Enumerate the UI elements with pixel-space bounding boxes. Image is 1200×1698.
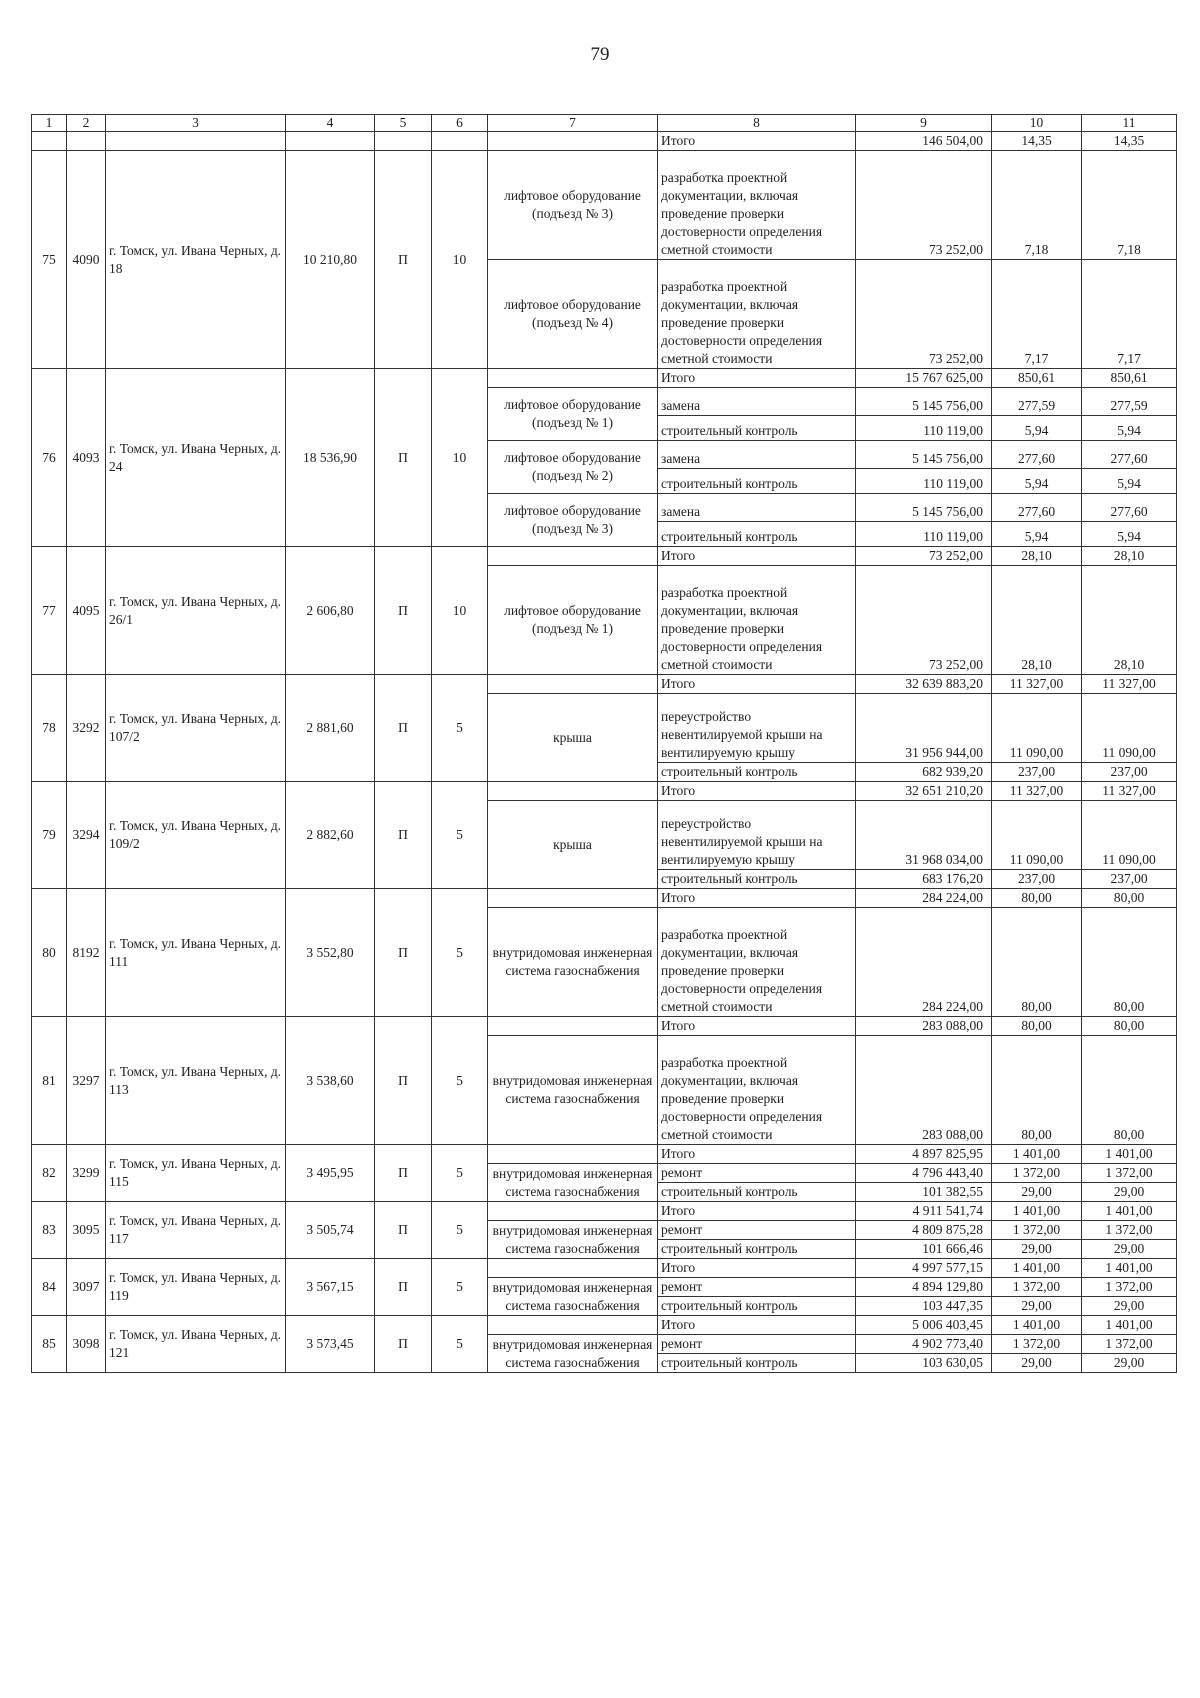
total-cost-limit: 1 401,00 (1082, 1145, 1177, 1164)
work-cost-per-sqm: 277,60 (992, 494, 1082, 522)
building-address: г. Томск, ул. Ивана Черных, д. 109/2 (106, 782, 286, 889)
work-type: строительный контроль (658, 469, 856, 494)
work-cost-limit: 7,17 (1082, 260, 1177, 369)
total-label: Итого (658, 1259, 856, 1278)
work-cost-per-sqm: 1 372,00 (992, 1278, 1082, 1297)
blank-cell (488, 1145, 658, 1164)
work-type: переустройство невентилируемой крыши на вентилируемую крышу (658, 801, 856, 870)
total-cost-per-sqm: 11 327,00 (992, 782, 1082, 801)
building-area: 3 538,60 (286, 1017, 375, 1145)
row-number: 83 (32, 1202, 67, 1259)
wall-type: П (375, 782, 432, 889)
work-cost: 4 809 875,28 (856, 1221, 992, 1240)
wall-type: П (375, 1145, 432, 1202)
total-cost-limit: 11 327,00 (1082, 675, 1177, 694)
total-cost-limit: 11 327,00 (1082, 782, 1177, 801)
column-number: 11 (1082, 115, 1177, 132)
floor-count: 5 (432, 1145, 488, 1202)
table-body (32, 115, 1177, 1373)
work-cost: 73 252,00 (856, 260, 992, 369)
work-type: ремонт (658, 1278, 856, 1297)
total-cost-per-sqm: 14,35 (992, 132, 1082, 151)
work-type: разработка проектной документации, включая проведение проверки достоверности определения сметной стоимости (658, 1036, 856, 1145)
building-area: 18 536,90 (286, 369, 375, 547)
total-cost: 32 651 210,20 (856, 782, 992, 801)
building-code: 3097 (67, 1259, 106, 1316)
work-cost-limit: 1 372,00 (1082, 1221, 1177, 1240)
total-cost-limit: 80,00 (1082, 1017, 1177, 1036)
work-cost: 101 666,46 (856, 1240, 992, 1259)
structural-element: лифтовое оборудование (подъезд № 1) (488, 566, 658, 675)
total-label: Итого (658, 1145, 856, 1164)
total-cost-limit: 28,10 (1082, 547, 1177, 566)
total-cost: 284 224,00 (856, 889, 992, 908)
work-cost-limit: 5,94 (1082, 416, 1177, 441)
total-cost-per-sqm: 1 401,00 (992, 1145, 1082, 1164)
total-cost-per-sqm: 1 401,00 (992, 1259, 1082, 1278)
work-cost: 682 939,20 (856, 763, 992, 782)
total-cost-limit: 1 401,00 (1082, 1259, 1177, 1278)
work-cost: 73 252,00 (856, 151, 992, 260)
building-row (32, 151, 1177, 260)
work-cost-per-sqm: 1 372,00 (992, 1335, 1082, 1354)
work-cost-limit: 277,60 (1082, 494, 1177, 522)
work-cost: 5 145 756,00 (856, 388, 992, 416)
building-address: г. Томск, ул. Ивана Черных, д. 113 (106, 1017, 286, 1145)
building-address: г. Томск, ул. Ивана Черных, д. 18 (106, 151, 286, 369)
total-label: Итого (658, 1316, 856, 1335)
building-area: 3 495,95 (286, 1145, 375, 1202)
work-type: замена (658, 494, 856, 522)
work-cost: 73 252,00 (856, 566, 992, 675)
building-row (32, 547, 1177, 566)
total-cost-limit: 850,61 (1082, 369, 1177, 388)
work-cost-per-sqm: 29,00 (992, 1240, 1082, 1259)
building-row (32, 782, 1177, 801)
work-cost: 4 796 443,40 (856, 1164, 992, 1183)
building-code: 4093 (67, 369, 106, 547)
blank-cell (488, 1316, 658, 1335)
structural-element: внутридомовая инженерная система газоснабжения (488, 908, 658, 1017)
floor-count: 5 (432, 675, 488, 782)
building-area: 2 606,80 (286, 547, 375, 675)
work-cost-per-sqm: 1 372,00 (992, 1221, 1082, 1240)
total-cost: 5 006 403,45 (856, 1316, 992, 1335)
floor-count: 10 (432, 151, 488, 369)
work-cost-limit: 80,00 (1082, 1036, 1177, 1145)
work-cost-per-sqm: 277,59 (992, 388, 1082, 416)
building-area: 2 882,60 (286, 782, 375, 889)
building-code: 3292 (67, 675, 106, 782)
total-label: Итого (658, 132, 856, 151)
blank-cell (488, 1259, 658, 1278)
building-code: 3095 (67, 1202, 106, 1259)
work-cost-per-sqm: 28,10 (992, 566, 1082, 675)
total-cost: 4 897 825,95 (856, 1145, 992, 1164)
blank-cell (375, 132, 432, 151)
total-label: Итого (658, 889, 856, 908)
column-number: 8 (658, 115, 856, 132)
work-cost-limit: 80,00 (1082, 908, 1177, 1017)
row-number: 79 (32, 782, 67, 889)
floor-count: 5 (432, 1202, 488, 1259)
wall-type: П (375, 151, 432, 369)
work-type: замена (658, 441, 856, 469)
building-row (32, 1202, 1177, 1221)
blank-cell (32, 132, 67, 151)
work-cost: 110 119,00 (856, 416, 992, 441)
wall-type: П (375, 1202, 432, 1259)
work-cost-limit: 237,00 (1082, 763, 1177, 782)
floor-count: 10 (432, 369, 488, 547)
work-cost: 103 630,05 (856, 1354, 992, 1373)
total-label: Итого (658, 1017, 856, 1036)
work-cost-limit: 277,59 (1082, 388, 1177, 416)
column-number: 10 (992, 115, 1082, 132)
floor-count: 5 (432, 1259, 488, 1316)
blank-cell (488, 369, 658, 388)
building-code: 3297 (67, 1017, 106, 1145)
work-type: строительный контроль (658, 522, 856, 547)
work-cost-limit: 277,60 (1082, 441, 1177, 469)
work-cost-limit: 28,10 (1082, 566, 1177, 675)
work-cost-per-sqm: 5,94 (992, 416, 1082, 441)
wall-type: П (375, 547, 432, 675)
column-number: 7 (488, 115, 658, 132)
row-number: 85 (32, 1316, 67, 1373)
total-label: Итого (658, 547, 856, 566)
floor-count: 5 (432, 1316, 488, 1373)
floor-count: 10 (432, 547, 488, 675)
building-code: 3294 (67, 782, 106, 889)
total-cost-per-sqm: 850,61 (992, 369, 1082, 388)
work-cost-limit: 29,00 (1082, 1354, 1177, 1373)
structural-element: внутридомовая инженерная система газоснабжения (488, 1221, 658, 1259)
work-cost: 683 176,20 (856, 870, 992, 889)
total-cost-limit: 1 401,00 (1082, 1202, 1177, 1221)
building-address: г. Томск, ул. Ивана Черных, д. 121 (106, 1316, 286, 1373)
total-cost: 4 911 541,74 (856, 1202, 992, 1221)
work-cost: 101 382,55 (856, 1183, 992, 1202)
blank-cell (286, 132, 375, 151)
work-cost-per-sqm: 277,60 (992, 441, 1082, 469)
row-number: 82 (32, 1145, 67, 1202)
row-number: 84 (32, 1259, 67, 1316)
blank-cell (488, 1202, 658, 1221)
building-area: 3 552,80 (286, 889, 375, 1017)
building-code: 4095 (67, 547, 106, 675)
total-cost: 73 252,00 (856, 547, 992, 566)
total-cost-per-sqm: 80,00 (992, 1017, 1082, 1036)
total-cost-per-sqm: 11 327,00 (992, 675, 1082, 694)
building-area: 10 210,80 (286, 151, 375, 369)
building-address: г. Томск, ул. Ивана Черных, д. 24 (106, 369, 286, 547)
total-cost: 32 639 883,20 (856, 675, 992, 694)
structural-element: внутридомовая инженерная система газоснабжения (488, 1164, 658, 1202)
column-number: 3 (106, 115, 286, 132)
column-number: 1 (32, 115, 67, 132)
floor-count: 5 (432, 782, 488, 889)
row-number: 77 (32, 547, 67, 675)
work-cost-per-sqm: 7,17 (992, 260, 1082, 369)
blank-cell (432, 132, 488, 151)
structural-element: внутридомовая инженерная система газоснабжения (488, 1278, 658, 1316)
total-cost-per-sqm: 80,00 (992, 889, 1082, 908)
work-type: разработка проектной документации, включая проведение проверки достоверности определения сметной стоимости (658, 151, 856, 260)
blank-cell (67, 132, 106, 151)
row-number: 75 (32, 151, 67, 369)
work-cost-per-sqm: 11 090,00 (992, 694, 1082, 763)
total-cost-per-sqm: 1 401,00 (992, 1316, 1082, 1335)
column-number: 5 (375, 115, 432, 132)
work-cost: 283 088,00 (856, 1036, 992, 1145)
building-code: 8192 (67, 889, 106, 1017)
building-row (32, 369, 1177, 388)
work-cost-per-sqm: 7,18 (992, 151, 1082, 260)
building-address: г. Томск, ул. Ивана Черных, д. 26/1 (106, 547, 286, 675)
structural-element: лифтовое оборудование (подъезд № 3) (488, 494, 658, 547)
total-cost: 15 767 625,00 (856, 369, 992, 388)
work-cost-limit: 29,00 (1082, 1240, 1177, 1259)
blank-cell (488, 675, 658, 694)
wall-type: П (375, 369, 432, 547)
blank-cell (488, 1017, 658, 1036)
work-cost: 103 447,35 (856, 1297, 992, 1316)
work-cost-per-sqm: 1 372,00 (992, 1164, 1082, 1183)
blank-cell (488, 782, 658, 801)
row-number: 81 (32, 1017, 67, 1145)
blank-cell (488, 547, 658, 566)
row-number: 78 (32, 675, 67, 782)
work-type: разработка проектной документации, включая проведение проверки достоверности определения сметной стоимости (658, 908, 856, 1017)
building-row (32, 675, 1177, 694)
total-label: Итого (658, 369, 856, 388)
work-cost-limit: 1 372,00 (1082, 1164, 1177, 1183)
building-area: 3 573,45 (286, 1316, 375, 1373)
work-cost-limit: 7,18 (1082, 151, 1177, 260)
work-cost: 5 145 756,00 (856, 494, 992, 522)
wall-type: П (375, 889, 432, 1017)
total-cost-limit: 80,00 (1082, 889, 1177, 908)
work-cost-per-sqm: 11 090,00 (992, 801, 1082, 870)
structural-element: крыша (488, 801, 658, 889)
work-type: разработка проектной документации, включая проведение проверки достоверности определения сметной стоимости (658, 566, 856, 675)
total-cost-limit: 1 401,00 (1082, 1316, 1177, 1335)
work-cost: 5 145 756,00 (856, 441, 992, 469)
structural-element: лифтовое оборудование (подъезд № 2) (488, 441, 658, 494)
building-row (32, 889, 1177, 908)
work-type: строительный контроль (658, 1297, 856, 1316)
wall-type: П (375, 1017, 432, 1145)
building-address: г. Томск, ул. Ивана Черных, д. 115 (106, 1145, 286, 1202)
building-row (32, 1017, 1177, 1036)
work-cost-per-sqm: 29,00 (992, 1297, 1082, 1316)
total-cost: 4 997 577,15 (856, 1259, 992, 1278)
work-type: ремонт (658, 1164, 856, 1183)
work-cost: 284 224,00 (856, 908, 992, 1017)
page-number: 79 (590, 44, 610, 65)
work-type: строительный контроль (658, 416, 856, 441)
work-type: строительный контроль (658, 1240, 856, 1259)
building-area: 3 505,74 (286, 1202, 375, 1259)
building-code: 4090 (67, 151, 106, 369)
row-number: 80 (32, 889, 67, 1017)
work-cost-limit: 237,00 (1082, 870, 1177, 889)
blank-cell (106, 132, 286, 151)
work-cost-per-sqm: 80,00 (992, 1036, 1082, 1145)
total-cost-limit: 14,35 (1082, 132, 1177, 151)
column-number: 2 (67, 115, 106, 132)
work-cost-limit: 1 372,00 (1082, 1335, 1177, 1354)
work-cost: 4 894 129,80 (856, 1278, 992, 1297)
work-cost-limit: 11 090,00 (1082, 801, 1177, 870)
blank-cell (488, 889, 658, 908)
work-cost: 31 968 034,00 (856, 801, 992, 870)
work-type: переустройство невентилируемой крыши на вентилируемую крышу (658, 694, 856, 763)
work-cost-limit: 29,00 (1082, 1297, 1177, 1316)
work-cost-per-sqm: 237,00 (992, 870, 1082, 889)
work-cost: 4 902 773,40 (856, 1335, 992, 1354)
total-cost: 283 088,00 (856, 1017, 992, 1036)
work-cost-per-sqm: 29,00 (992, 1354, 1082, 1373)
work-cost-limit: 29,00 (1082, 1183, 1177, 1202)
wall-type: П (375, 675, 432, 782)
work-type: разработка проектной документации, включая проведение проверки достоверности определения сметной стоимости (658, 260, 856, 369)
total-label: Итого (658, 675, 856, 694)
total-cost-per-sqm: 28,10 (992, 547, 1082, 566)
column-number: 6 (432, 115, 488, 132)
total-cost: 146 504,00 (856, 132, 992, 151)
work-cost-limit: 5,94 (1082, 522, 1177, 547)
total-cost-per-sqm: 1 401,00 (992, 1202, 1082, 1221)
structural-element: внутридомовая инженерная система газоснабжения (488, 1335, 658, 1373)
work-type: строительный контроль (658, 1354, 856, 1373)
column-number: 4 (286, 115, 375, 132)
structural-element: лифтовое оборудование (подъезд № 3) (488, 151, 658, 260)
work-cost: 110 119,00 (856, 522, 992, 547)
building-row (32, 1316, 1177, 1335)
floor-count: 5 (432, 889, 488, 1017)
wall-type: П (375, 1259, 432, 1316)
building-area: 3 567,15 (286, 1259, 375, 1316)
work-cost-limit: 1 372,00 (1082, 1278, 1177, 1297)
building-row (32, 1259, 1177, 1278)
work-type: строительный контроль (658, 763, 856, 782)
column-number-header (32, 115, 1177, 132)
work-type: ремонт (658, 1335, 856, 1354)
work-cost: 110 119,00 (856, 469, 992, 494)
structural-element: крыша (488, 694, 658, 782)
work-cost-per-sqm: 5,94 (992, 469, 1082, 494)
work-type: строительный контроль (658, 1183, 856, 1202)
building-code: 3299 (67, 1145, 106, 1202)
building-area: 2 881,60 (286, 675, 375, 782)
total-label: Итого (658, 782, 856, 801)
work-cost-per-sqm: 5,94 (992, 522, 1082, 547)
structural-element: лифтовое оборудование (подъезд № 4) (488, 260, 658, 369)
blank-cell (488, 132, 658, 151)
work-cost-per-sqm: 29,00 (992, 1183, 1082, 1202)
building-address: г. Томск, ул. Ивана Черных, д. 111 (106, 889, 286, 1017)
work-type: строительный контроль (658, 870, 856, 889)
building-address: г. Томск, ул. Ивана Черных, д. 117 (106, 1202, 286, 1259)
row-number: 76 (32, 369, 67, 547)
building-address: г. Томск, ул. Ивана Черных, д. 119 (106, 1259, 286, 1316)
work-type: ремонт (658, 1221, 856, 1240)
work-type: замена (658, 388, 856, 416)
work-cost-limit: 5,94 (1082, 469, 1177, 494)
structural-element: лифтовое оборудование (подъезд № 1) (488, 388, 658, 441)
building-row (32, 1145, 1177, 1164)
building-code: 3098 (67, 1316, 106, 1373)
work-cost-limit: 11 090,00 (1082, 694, 1177, 763)
total-row (32, 132, 1177, 151)
floor-count: 5 (432, 1017, 488, 1145)
work-cost-per-sqm: 237,00 (992, 763, 1082, 782)
capital-repair-table (31, 114, 1177, 1373)
column-number: 9 (856, 115, 992, 132)
work-cost: 31 956 944,00 (856, 694, 992, 763)
wall-type: П (375, 1316, 432, 1373)
work-cost-per-sqm: 80,00 (992, 908, 1082, 1017)
structural-element: внутридомовая инженерная система газоснабжения (488, 1036, 658, 1145)
building-address: г. Томск, ул. Ивана Черных, д. 107/2 (106, 675, 286, 782)
total-label: Итого (658, 1202, 856, 1221)
